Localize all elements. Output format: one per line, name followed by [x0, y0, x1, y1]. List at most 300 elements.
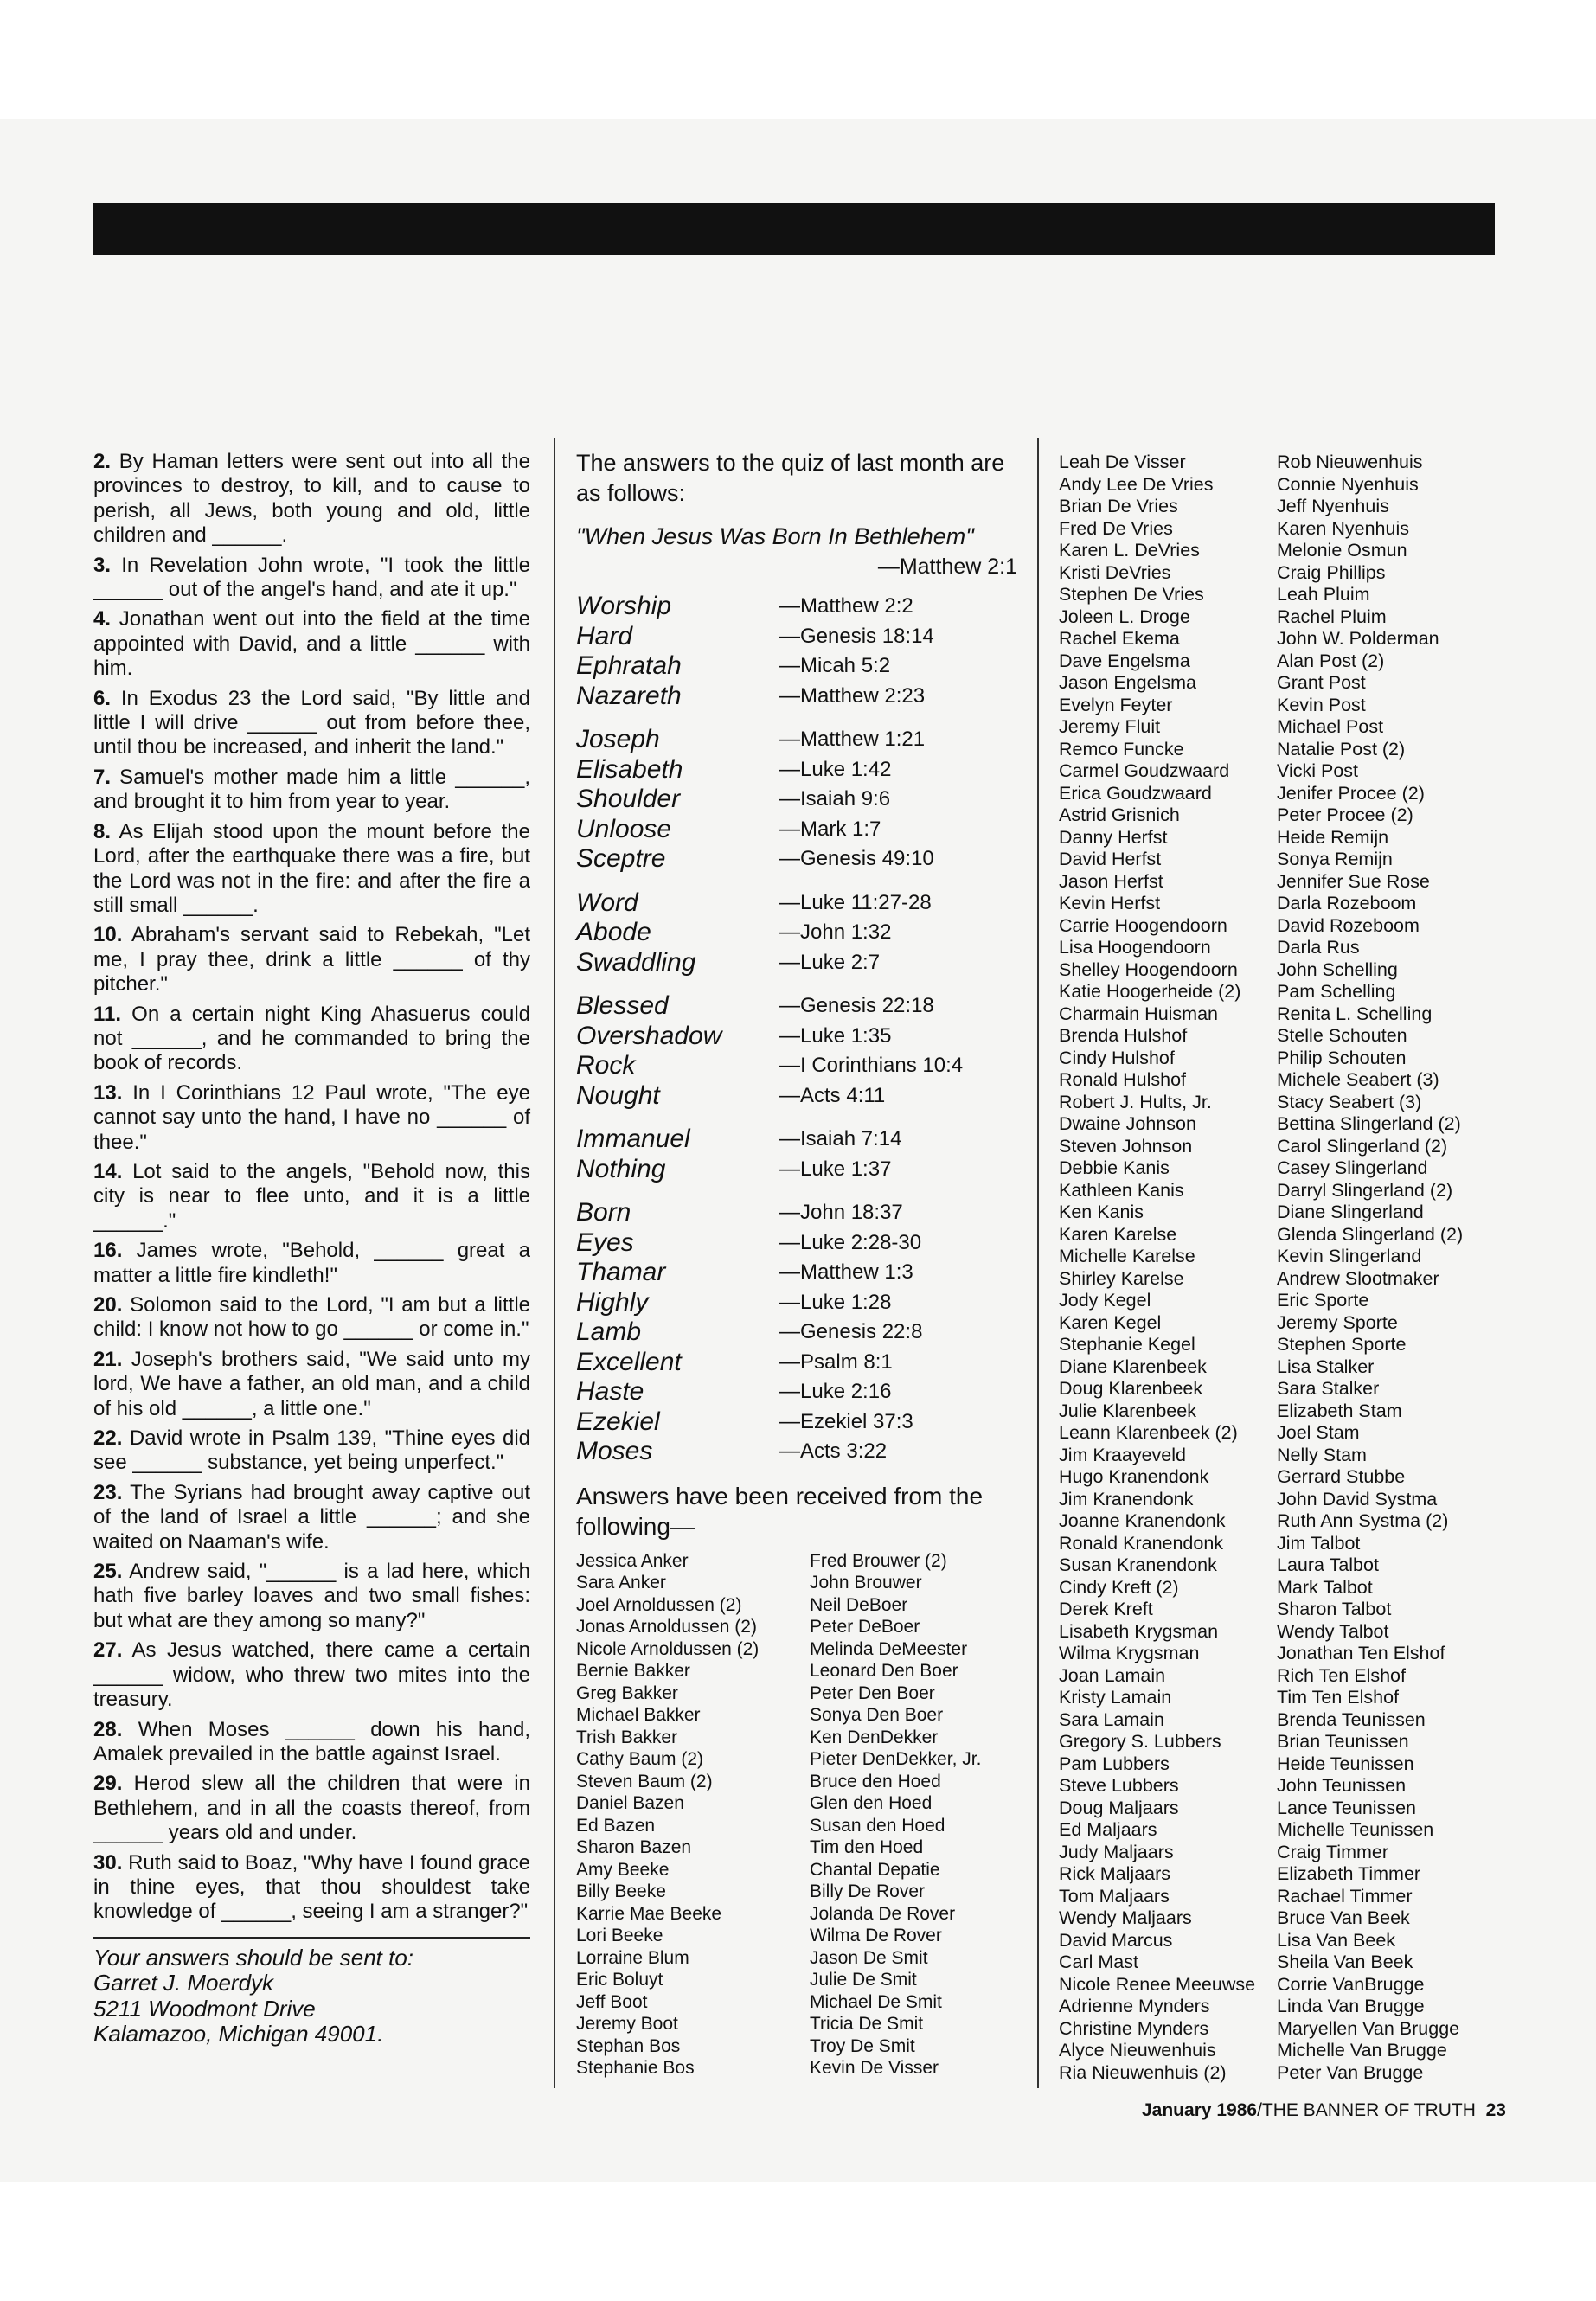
respondent-name: Rachael Timmer [1277, 1885, 1413, 1907]
respondent-name: Joanne Kranendonk [1059, 1510, 1226, 1531]
answer-word: Eyes [576, 1227, 634, 1257]
answer-reference: —Genesis 22:18 [779, 994, 934, 1018]
answer-row [576, 785, 1017, 815]
answer-word: Immanuel [576, 1125, 690, 1154]
question-number: 23. [93, 1480, 123, 1504]
respondent-name: Diane Klarenbeek [1059, 1356, 1207, 1377]
respondent-name: Ria Nieuwenhuis (2) [1059, 2061, 1227, 2083]
respondent-name: Remco Funcke [1059, 738, 1184, 760]
question-text: In Exodus 23 the Lord said, "By little and little I will drive ______ out from before thee, until thou be increased, and inherit the land." [93, 686, 530, 760]
respondent-name: Joleen L. Droge [1059, 606, 1190, 627]
respondent-name: Sharon Bazen [576, 1837, 692, 1857]
answer-group [576, 1198, 1017, 1467]
respondent-name: Laura Talbot [1277, 1554, 1379, 1575]
respondent-name: Carmel Goudzwaard [1059, 760, 1230, 781]
respondent-name: Lisabeth Krygsman [1059, 1620, 1219, 1642]
respondent-name: Sharon Talbot [1277, 1599, 1392, 1619]
respondent-name: Joan Lamain [1059, 1664, 1166, 1686]
respondent-name: Carol Slingerland (2) [1277, 1135, 1448, 1157]
respondent-name: Debbie Kanis [1059, 1157, 1170, 1178]
respondent-name: Pam Lubbers [1059, 1753, 1170, 1774]
answer-row [576, 1348, 1017, 1378]
publication-name: /THE BANNER OF TRUTH [1257, 2100, 1476, 2120]
respondent-name: Jonathan Ten Elshof [1277, 1643, 1445, 1663]
respondent-name: Gregory S. Lubbers [1059, 1731, 1221, 1752]
answer-reference: —Matthew 2:2 [779, 594, 913, 619]
respondent-name: Brian Teunissen [1277, 1731, 1409, 1752]
answer-reference: —Isaiah 7:14 [779, 1127, 902, 1151]
answer-reference: —Genesis 49:10 [779, 847, 934, 871]
answer-word: Abode [576, 918, 651, 947]
question-number: 27. [93, 1638, 123, 1663]
respondent-name: Stephan Bos [576, 2035, 681, 2056]
respondent-name: Rich Ten Elshof [1277, 1664, 1406, 1686]
respondent-name: Hugo Kranendonk [1059, 1466, 1209, 1487]
answer-reference: —Luke 1:42 [779, 757, 892, 781]
respondent-name: Fred Brouwer (2) [810, 1550, 947, 1571]
names-column-a [576, 1550, 810, 2080]
answer-word: Moses [576, 1437, 653, 1466]
question-text: Samuel's mother made him a little ______, and brought it to him from year to year. [93, 765, 530, 814]
answer-word: Nothing [576, 1154, 666, 1183]
respondents-names [576, 1550, 1017, 2080]
answer-word: Word [576, 888, 638, 917]
respondent-name: Tom Maljaars [1059, 1885, 1170, 1907]
respondent-name: Sonya Den Boer [810, 1705, 944, 1725]
answer-word: Born [576, 1198, 631, 1227]
respondent-name: Elizabeth Stam [1277, 1400, 1402, 1421]
question-text: Solomon said to the Lord, "I am but a little child: I know not how to go ______ or come in." [93, 1293, 530, 1342]
quiz-question [93, 923, 530, 997]
respondent-name: Michael Post [1277, 716, 1384, 737]
respondent-name: Trish Bakker [576, 1727, 678, 1747]
respondent-name: Stephanie Bos [576, 2058, 695, 2078]
answer-word: Worship [576, 592, 672, 621]
respondent-name: Peter DeBoer [810, 1617, 920, 1637]
answer-row [576, 1228, 1017, 1259]
respondent-name: Darla Rozeboom [1277, 893, 1417, 913]
answer-word: Shoulder [576, 785, 681, 814]
respondent-name: Karrie Mae Beeke [576, 1903, 722, 1924]
respondent-name: Philip Schouten [1277, 1047, 1407, 1068]
quiz-question [93, 450, 530, 548]
answer-row [576, 592, 1017, 622]
respondent-name: Connie Nyenhuis [1277, 473, 1419, 495]
respondent-name: Christine Mynders [1059, 2017, 1209, 2039]
respondent-name: Eric Sporte [1277, 1290, 1369, 1311]
question-number: 3. [93, 553, 112, 577]
names-column-c [1059, 452, 1255, 2084]
answer-word: Excellent [576, 1347, 682, 1376]
respondent-name: Jessica Anker [576, 1550, 689, 1571]
respondent-name: Heide Teunissen [1277, 1753, 1414, 1774]
respondent-name: Casey Slingerland [1277, 1157, 1428, 1178]
question-number: 20. [93, 1293, 123, 1317]
answer-word: Blessed [576, 991, 669, 1021]
answer-row [576, 1288, 1017, 1318]
respondent-name: Wilma De Rover [810, 1926, 942, 1945]
answer-row [576, 682, 1017, 712]
quiz-question [93, 1426, 530, 1476]
question-text: As Elijah stood upon the mount before the Lord, after the earthquake there was a fire, but the Lord was not in the fire: and after the fire a still small ______. [93, 819, 531, 917]
header-bar [93, 203, 1495, 255]
respondent-name: Diane Slingerland [1277, 1202, 1424, 1222]
quiz-question [93, 1293, 530, 1343]
issue-date: January 1986 [1142, 2100, 1258, 2120]
respondent-name: Billy De Rover [810, 1881, 926, 1901]
respondent-name: Lisa Van Beek [1277, 1929, 1396, 1951]
answer-row [576, 991, 1017, 1022]
question-number: 30. [93, 1850, 123, 1875]
respondent-name: Shirley Karelse [1059, 1267, 1184, 1289]
answer-word: Highly [576, 1287, 649, 1317]
respondent-name: Jason De Smit [810, 1947, 928, 1968]
answer-reference: —John 1:32 [779, 920, 892, 945]
respondent-name: Karen Kegel [1059, 1311, 1162, 1333]
questions-column [93, 450, 530, 2048]
answer-word: Haste [576, 1377, 644, 1407]
respondent-name: Derek Kreft [1059, 1599, 1153, 1619]
respondent-name: Karen L. DeVries [1059, 540, 1200, 561]
respondent-name: Renita L. Schelling [1277, 1003, 1433, 1024]
respondent-name: Brenda Hulshof [1059, 1025, 1188, 1046]
respondent-name: Stephen De Vries [1059, 584, 1204, 605]
respondent-name: Alyce Nieuwenhuis [1059, 2040, 1216, 2061]
question-number: 28. [93, 1717, 123, 1741]
respondent-name: Jason Herfst [1059, 870, 1163, 892]
quiz-question [93, 1481, 530, 1554]
question-number: 22. [93, 1426, 123, 1451]
respondent-name: Rachel Pluim [1277, 606, 1387, 627]
question-text: By Haman letters were sent out into all the provinces to destroy, to kill, and to cause to perish, all Jews, both young and old, little children and ______. [93, 450, 530, 548]
respondent-name: Steve Lubbers [1059, 1775, 1179, 1796]
quiz-question [93, 766, 530, 815]
question-text: When Moses ______ down his hand, Amalek prevailed in the battle against Israel. [93, 1717, 530, 1766]
respondent-name: Sara Anker [576, 1573, 666, 1593]
respondent-name: Pieter DenDekker, Jr. [810, 1749, 982, 1769]
respondent-name: Brian De Vries [1059, 496, 1178, 516]
question-text: In Revelation John wrote, "I took the little ______ out of the angel's hand, and ate it up." [93, 553, 530, 602]
respondent-name: Alan Post (2) [1277, 650, 1385, 671]
answer-word: Overshadow [576, 1021, 722, 1050]
respondent-name: Doug Maljaars [1059, 1797, 1179, 1818]
answer-word: Unloose [576, 814, 672, 843]
answer-row [576, 651, 1017, 682]
respondent-name: Brenda Teunissen [1277, 1708, 1426, 1730]
question-text: On a certain night King Ahasuerus could not ______, and he commanded to bring the book of records. [93, 1002, 531, 1075]
names-column-d [1277, 452, 1463, 2084]
respondent-name: Doug Klarenbeek [1059, 1378, 1203, 1399]
respondent-name: Sara Lamain [1059, 1708, 1164, 1730]
quiz-reference: —Matthew 2:1 [877, 554, 1017, 579]
quiz-question [93, 820, 530, 919]
respondent-name: Elizabeth Timmer [1277, 1863, 1421, 1884]
question-number: 16. [93, 1239, 123, 1263]
respondent-name: Jenifer Procee (2) [1277, 782, 1425, 804]
respondent-name: Stacy Seabert (3) [1277, 1091, 1422, 1112]
respondent-name: Stephen Sporte [1277, 1334, 1407, 1355]
answer-group [576, 592, 1017, 711]
respondent-name: Joel Arnoldussen (2) [576, 1594, 742, 1615]
respondent-name: Glenda Slingerland (2) [1277, 1223, 1464, 1245]
answers-intro: The answers to the quiz of last month are as follows: [576, 450, 1005, 506]
answer-reference: —Luke 2:28-30 [779, 1230, 922, 1254]
respondent-name: Jason Engelsma [1059, 672, 1196, 693]
answer-row [576, 1377, 1017, 1407]
page-number: 23 [1485, 2100, 1506, 2120]
question-number: 11. [93, 1002, 122, 1026]
answer-reference: —Luke 2:16 [779, 1380, 892, 1404]
answer-row [576, 1155, 1017, 1185]
respondent-name: David Rozeboom [1277, 914, 1420, 936]
quiz-question [93, 1081, 530, 1155]
respondent-name: Tim Ten Elshof [1277, 1687, 1399, 1708]
answer-row [576, 918, 1017, 948]
respondent-name: Linda Van Brugge [1277, 1996, 1425, 2016]
answer-reference: —Micah 5:2 [779, 654, 891, 678]
answer-group [576, 888, 1017, 978]
answer-reference: —John 18:37 [779, 1201, 903, 1225]
respondent-name: John Teunissen [1277, 1775, 1407, 1796]
quiz-question [93, 1348, 530, 1421]
answer-reference: —Luke 1:37 [779, 1157, 892, 1181]
answer-word: Swaddling [576, 947, 696, 977]
answer-word: Ezekiel [576, 1407, 660, 1436]
answer-word: Joseph [576, 725, 660, 754]
respondent-name: Erica Goudzwaard [1059, 782, 1212, 804]
respondent-name: Nicole Arnoldussen (2) [576, 1638, 760, 1659]
answer-group [576, 725, 1017, 875]
respondent-name: Dwaine Johnson [1059, 1113, 1196, 1134]
respondent-name: Darla Rus [1277, 937, 1360, 958]
respondent-name: Judy Maljaars [1059, 1841, 1174, 1862]
answer-row [576, 1198, 1017, 1228]
respondent-name: Kathleen Kanis [1059, 1179, 1184, 1201]
respondent-name: Shelley Hoogendoorn [1059, 958, 1238, 980]
respondent-name: Michael De Smit [810, 1991, 942, 2012]
respondent-name: Dave Engelsma [1059, 650, 1190, 671]
answer-row [576, 755, 1017, 785]
respondent-name: Billy Beeke [576, 1881, 666, 1901]
answer-reference: —Acts 4:11 [779, 1083, 886, 1107]
question-text: The Syrians had brought away captive out of the land of Israel a little ______; and she waited on Naaman's wife. [93, 1480, 531, 1554]
respondent-name: Julie De Smit [810, 1970, 917, 1990]
answer-word: Rock [576, 1051, 636, 1080]
respondent-name: Tim den Hoed [810, 1837, 924, 1857]
respondent-name: Ruth Ann Systma (2) [1277, 1510, 1449, 1531]
respondent-name: Kevin Slingerland [1277, 1246, 1422, 1266]
respondent-name: Jeremy Boot [576, 2014, 678, 2034]
respondent-name: Jeff Boot [576, 1991, 648, 2012]
respondent-name: Melinda DeMeester [810, 1638, 968, 1659]
answer-word: Sceptre [576, 844, 666, 874]
respondent-name: Nicole Renee Meeuwse [1059, 1973, 1256, 1995]
respondent-name: Bruce Van Beek [1277, 1907, 1410, 1928]
quiz-question [93, 1638, 530, 1712]
respondent-name: Lisa Stalker [1277, 1356, 1375, 1377]
respondent-name: Michael Bakker [576, 1705, 701, 1725]
page-footer [1142, 2100, 1506, 2121]
answer-reference: —Luke 1:28 [779, 1290, 892, 1314]
respondent-name: Kevin Post [1277, 694, 1366, 715]
question-number: 10. [93, 923, 123, 947]
answer-reference: —Matthew 1:3 [779, 1260, 913, 1285]
respondent-name: John David Systma [1277, 1488, 1438, 1509]
address-line: Garret J. Moerdyk [93, 1970, 274, 1997]
column-divider [554, 438, 555, 2088]
respondent-name: David Herfst [1059, 849, 1162, 869]
question-text: Herod slew all the children that were in Bethlehem, and in all the coasts thereof, from ______ years old and under. [93, 1772, 530, 1845]
quiz-question [93, 1560, 530, 1633]
respondent-name: Michelle Teunissen [1277, 1819, 1434, 1840]
respondent-name: Leah Pluim [1277, 584, 1370, 605]
respondent-name: Sonya Remijn [1277, 849, 1393, 869]
answer-reference: —Isaiah 9:6 [779, 787, 891, 811]
respondent-name: Stephanie Kegel [1059, 1334, 1195, 1355]
respondent-name: Joel Stam [1277, 1422, 1360, 1443]
column-divider [1037, 438, 1039, 2088]
respondent-name: Kevin De Visser [810, 2058, 939, 2078]
address-line: 5211 Woodmont Drive [93, 1995, 316, 2022]
respondent-name: Gerrard Stubbe [1277, 1466, 1406, 1487]
answer-word: Nought [576, 1080, 660, 1110]
respondent-name: Jim Kraayeveld [1059, 1444, 1186, 1465]
answer-row [576, 1081, 1017, 1112]
respondent-name: Amy Beeke [576, 1859, 670, 1880]
respondent-name: Lorraine Blum [576, 1947, 689, 1968]
respondent-name: Fred De Vries [1059, 517, 1173, 539]
respondent-name: Jeremy Fluit [1059, 716, 1161, 737]
respondent-name: Robert J. Hults, Jr. [1059, 1091, 1212, 1112]
respondent-name: Rachel Ekema [1059, 628, 1180, 649]
respondent-name: Andy Lee De Vries [1059, 473, 1214, 495]
respondent-name: Stelle Schouten [1277, 1025, 1407, 1046]
quiz-question [93, 687, 530, 760]
question-text: Lot said to the angels, "Behold now, this city is near to flee unto, and it is a little ______." [93, 1159, 530, 1233]
question-number: 14. [93, 1159, 123, 1183]
answer-row [576, 725, 1017, 755]
answer-word: Elisabeth [576, 754, 683, 784]
respondent-name: Evelyn Feyter [1059, 694, 1173, 715]
respondent-name: Danny Herfst [1059, 826, 1168, 848]
answer-word: Thamar [576, 1258, 666, 1287]
answer-list [576, 592, 1017, 1467]
respondent-name: Leah De Visser [1059, 452, 1186, 472]
question-text: As Jesus watched, there came a certain ______ widow, who threw two mites into the treasury. [93, 1638, 531, 1712]
answer-reference: —Genesis 18:14 [779, 624, 934, 648]
respondent-name: Wendy Maljaars [1059, 1907, 1192, 1928]
respondent-name: Sheila Van Beek [1277, 1952, 1413, 1972]
respondent-name: Peter Den Boer [810, 1682, 935, 1703]
answer-row [576, 815, 1017, 845]
respondent-name: Lance Teunissen [1277, 1797, 1416, 1818]
answer-reference: —Matthew 1:21 [779, 727, 926, 752]
respondent-name: Cindy Kreft (2) [1059, 1576, 1179, 1598]
answer-word: Nazareth [576, 681, 682, 710]
answer-reference: —Matthew 2:23 [779, 683, 926, 708]
answer-reference: —Luke 2:7 [779, 950, 881, 974]
received-title: Answers have been received from the following— [576, 1482, 984, 1540]
respondent-name: Karen Karelse [1059, 1223, 1177, 1245]
respondent-name: Kevin Herfst [1059, 893, 1161, 913]
respondent-name: Jonas Arnoldussen (2) [576, 1617, 757, 1637]
respondent-name: Michelle Van Brugge [1277, 2040, 1447, 2061]
respondent-name: Mark Talbot [1277, 1576, 1373, 1598]
question-number: 4. [93, 607, 112, 631]
answer-reference: —Luke 11:27-28 [779, 890, 932, 914]
respondent-name: Astrid Grisnich [1059, 804, 1180, 825]
answer-row [576, 1022, 1017, 1052]
answer-group [576, 1125, 1017, 1184]
answers-column [576, 448, 1017, 2080]
answer-row [576, 1258, 1017, 1288]
answer-reference: —Genesis 22:8 [779, 1320, 923, 1344]
respondent-name: Melonie Osmun [1277, 540, 1407, 561]
respondent-name: Ed Maljaars [1059, 1819, 1157, 1840]
answer-reference: —Mark 1:7 [779, 817, 881, 841]
respondent-name: Ken DenDekker [810, 1727, 939, 1747]
questions-list [93, 450, 530, 1925]
respondent-name: Craig Timmer [1277, 1841, 1389, 1862]
respondent-name: Tricia De Smit [810, 2014, 924, 2034]
answer-row [576, 948, 1017, 978]
respondent-name: Greg Bakker [576, 1682, 678, 1703]
answer-row [576, 1437, 1017, 1467]
answer-reference: —Psalm 8:1 [779, 1349, 893, 1374]
question-text: Andrew said, "______ is a lad here, which hath five barley loaves and two small fishes: but what are they among so many?" [93, 1560, 531, 1632]
answer-word: Lamb [576, 1317, 642, 1347]
respondent-name: Daniel Bazen [576, 1793, 684, 1813]
question-number: 6. [93, 686, 112, 710]
question-text: In I Corinthians 12 Paul wrote, "The eye cannot say unto the hand, I have no ______ of thee." [93, 1080, 530, 1154]
address-line: Your answers should be sent to: [93, 1944, 414, 1971]
respondent-name: Michele Seabert (3) [1277, 1069, 1439, 1090]
respondent-name: Bettina Slingerland (2) [1277, 1113, 1461, 1134]
respondent-name: Peter Procee (2) [1277, 804, 1413, 825]
respondent-name: Jim Kranendonk [1059, 1488, 1194, 1509]
respondent-name: Lisa Hoogendoorn [1059, 937, 1211, 958]
respondent-name: Rick Maljaars [1059, 1863, 1171, 1884]
answer-reference: —Acts 3:22 [779, 1439, 888, 1464]
respondent-name: Steven Baum (2) [576, 1771, 713, 1791]
respondent-name: Wilma Krygsman [1059, 1643, 1200, 1663]
respondent-name: Leonard Den Boer [810, 1661, 958, 1681]
respondent-name: Leann Klarenbeek (2) [1059, 1422, 1238, 1443]
respondent-name: Jim Talbot [1277, 1532, 1361, 1554]
respondent-name: Susan den Hoed [810, 1815, 945, 1836]
question-number: 2. [93, 450, 112, 473]
respondent-name: Jeremy Sporte [1277, 1311, 1398, 1333]
respondent-name: Corrie VanBrugge [1277, 1973, 1425, 1995]
respondent-name: Maryellen Van Brugge [1277, 2017, 1460, 2039]
respondent-name: Ken Kanis [1059, 1202, 1144, 1222]
names-column-b [810, 1550, 981, 2080]
quiz-question [93, 1160, 530, 1234]
quiz-question [93, 1772, 530, 1845]
respondent-name: John W. Polderman [1277, 628, 1439, 649]
respondent-name: Andrew Slootmaker [1277, 1267, 1439, 1289]
answer-row [576, 1407, 1017, 1438]
respondent-name: Ronald Hulshof [1059, 1069, 1187, 1090]
answer-reference: —I Corinthians 10:4 [779, 1054, 964, 1078]
question-number: 13. [93, 1080, 123, 1105]
answer-reference: —Ezekiel 37:3 [779, 1409, 913, 1433]
respondent-name: Eric Boluyt [576, 1970, 663, 1990]
respondent-name: Karen Nyenhuis [1277, 517, 1409, 539]
respondent-name: Craig Phillips [1277, 561, 1386, 583]
answer-row [576, 1125, 1017, 1155]
question-number: 29. [93, 1772, 123, 1796]
